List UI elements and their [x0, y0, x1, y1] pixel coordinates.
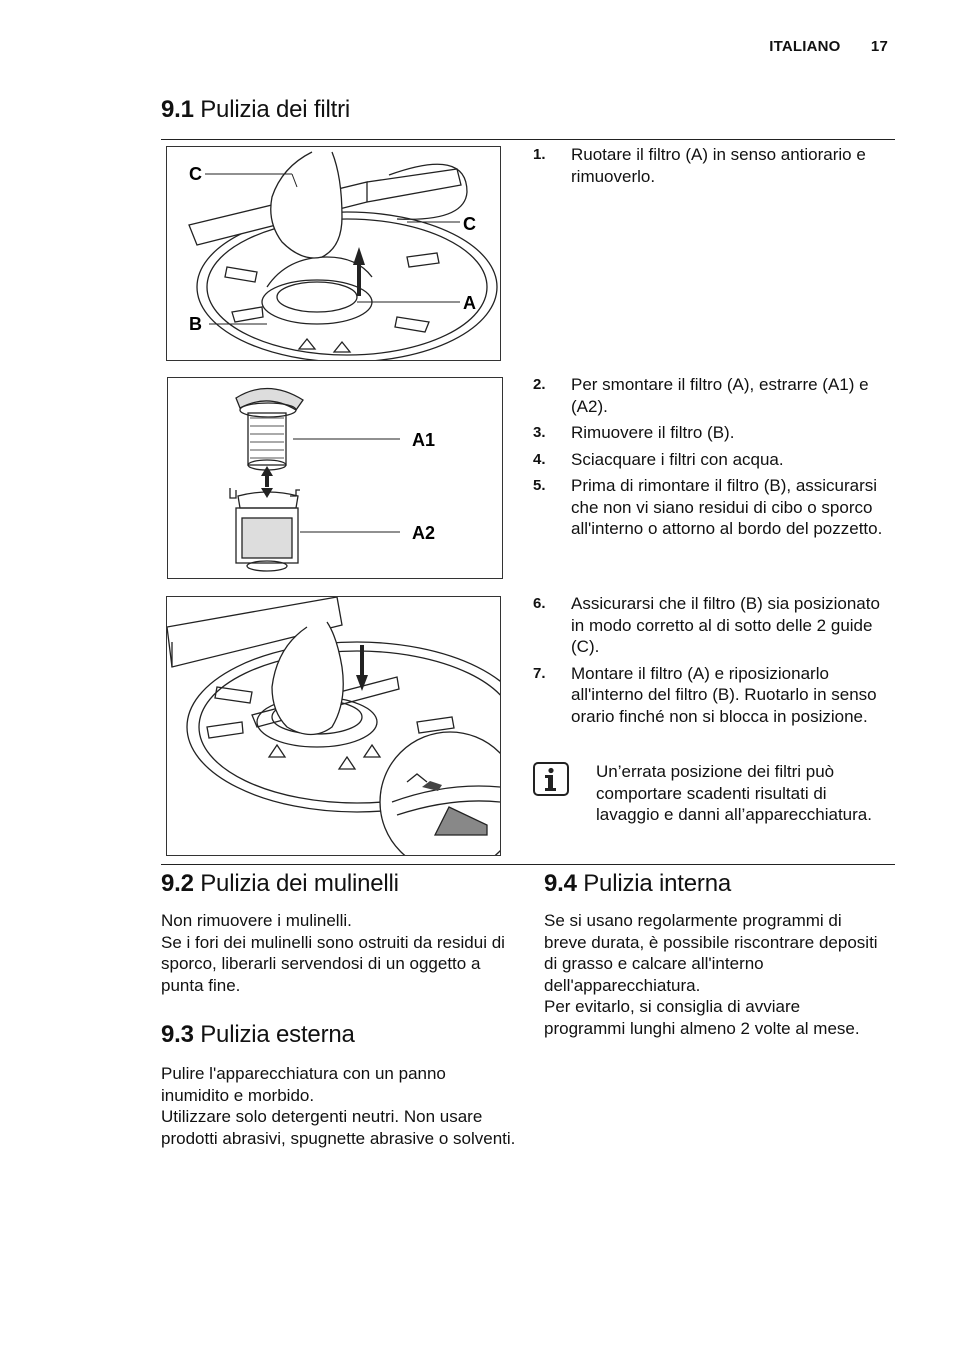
step-item — [533, 422, 889, 444]
section-number: 9.3 — [161, 1021, 194, 1048]
step-text: Prima di rimontare il filtro (B), assicurarsi che non vi siano residui di cibo o sporco all'interno o attorno al bordo del pozzetto. — [571, 476, 883, 538]
section-number: 9.2 — [161, 870, 194, 897]
label-a1: A1 — [412, 430, 436, 450]
step-item — [533, 449, 889, 471]
section-9-1-heading — [161, 96, 350, 124]
filter-removal-illustration — [167, 147, 500, 360]
step-number: 7. — [533, 664, 546, 682]
paragraph-line: Utilizzare solo detergenti neutri. Non usare prodotti abrasivi, spugnette abrasive o solventi. — [161, 1107, 516, 1148]
figure-refit-filter — [166, 596, 501, 856]
step-item — [533, 663, 889, 728]
section-9-3-body — [161, 1063, 516, 1149]
step-text: Sciacquare i filtri con acqua. — [571, 449, 784, 469]
section-rule — [161, 864, 895, 865]
steps-group-2 — [533, 374, 889, 545]
section-title: Pulizia dei mulinelli — [200, 870, 399, 897]
filter-parts-illustration — [168, 378, 502, 578]
step-item — [533, 475, 889, 540]
paragraph-line: Se si usano regolarmente programmi di breve durata, è possibile riscontrare depositi di grasso e calcare all'interno dell'apparecchiatura. — [544, 911, 878, 995]
section-9-4-heading — [544, 870, 731, 898]
step-number: 2. — [533, 376, 546, 393]
step-number: 4. — [533, 450, 546, 468]
section-title: Pulizia esterna — [200, 1021, 355, 1048]
section-rule — [161, 139, 895, 140]
steps-group-1 — [533, 144, 883, 192]
section-9-3-heading — [161, 1021, 355, 1049]
step-number: 5. — [533, 477, 546, 494]
step-text: Ruotare il filtro (A) in senso antiorario e rimuoverlo. — [571, 145, 866, 186]
language-label: ITALIANO — [769, 38, 841, 55]
step-item — [533, 593, 889, 658]
steps-group-3 — [533, 593, 889, 732]
step-text: Assicurarsi che il filtro (B) sia posizionato in modo corretto al di sotto delle 2 guide (C). — [571, 594, 880, 656]
warning-note: Un’errata posizione dei filtri può comportare scadenti risultati di lavaggio e danni all’apparecchiatura. — [596, 762, 872, 824]
paragraph-line: Per evitarlo, si consiglia di avviare programmi lunghi almeno 2 volte al mese. — [544, 997, 860, 1038]
step-number: 3. — [533, 424, 546, 441]
section-title: Pulizia interna — [583, 870, 731, 897]
step-item — [533, 144, 883, 187]
paragraph-line: Pulire l'apparecchiatura con un panno inumidito e morbido. — [161, 1064, 446, 1105]
step-text: Montare il filtro (A) e riposizionarlo all'interno del filtro (B). Ruotarlo in senso orario finché non si blocca in posizione. — [571, 663, 877, 726]
figure-remove-filter — [166, 146, 501, 361]
section-9-2-body — [161, 910, 511, 996]
page-header — [769, 38, 888, 55]
step-text: Rimuovere il filtro (B). — [571, 423, 735, 442]
section-9-2-heading — [161, 870, 399, 898]
step-text: Per smontare il filtro (A), estrarre (A1) e (A2). — [571, 375, 869, 416]
section-number: 9.1 — [161, 96, 194, 123]
step-number: 1. — [533, 146, 546, 163]
step-number: 6. — [533, 595, 546, 612]
section-number: 9.4 — [544, 870, 577, 897]
label-a2: A2 — [412, 523, 436, 543]
step-item — [533, 374, 889, 417]
figure-disassemble-filter — [167, 377, 503, 579]
page-number: 17 — [870, 38, 888, 55]
info-icon — [533, 762, 569, 796]
section-title: Pulizia dei filtri — [200, 96, 351, 123]
label-c-right: C — [463, 214, 476, 234]
section-9-4-body — [544, 910, 879, 1039]
label-c-top: C — [189, 164, 202, 184]
paragraph-line: Se i fori dei mulinelli sono ostruiti da residui di sporco, liberarli servendosi di un oggetto a punta fine. — [161, 932, 505, 995]
label-a: A — [463, 293, 476, 313]
label-b: B — [189, 314, 202, 334]
paragraph-line: Non rimuovere i mulinelli. — [161, 911, 352, 930]
filter-refit-illustration — [167, 597, 500, 855]
